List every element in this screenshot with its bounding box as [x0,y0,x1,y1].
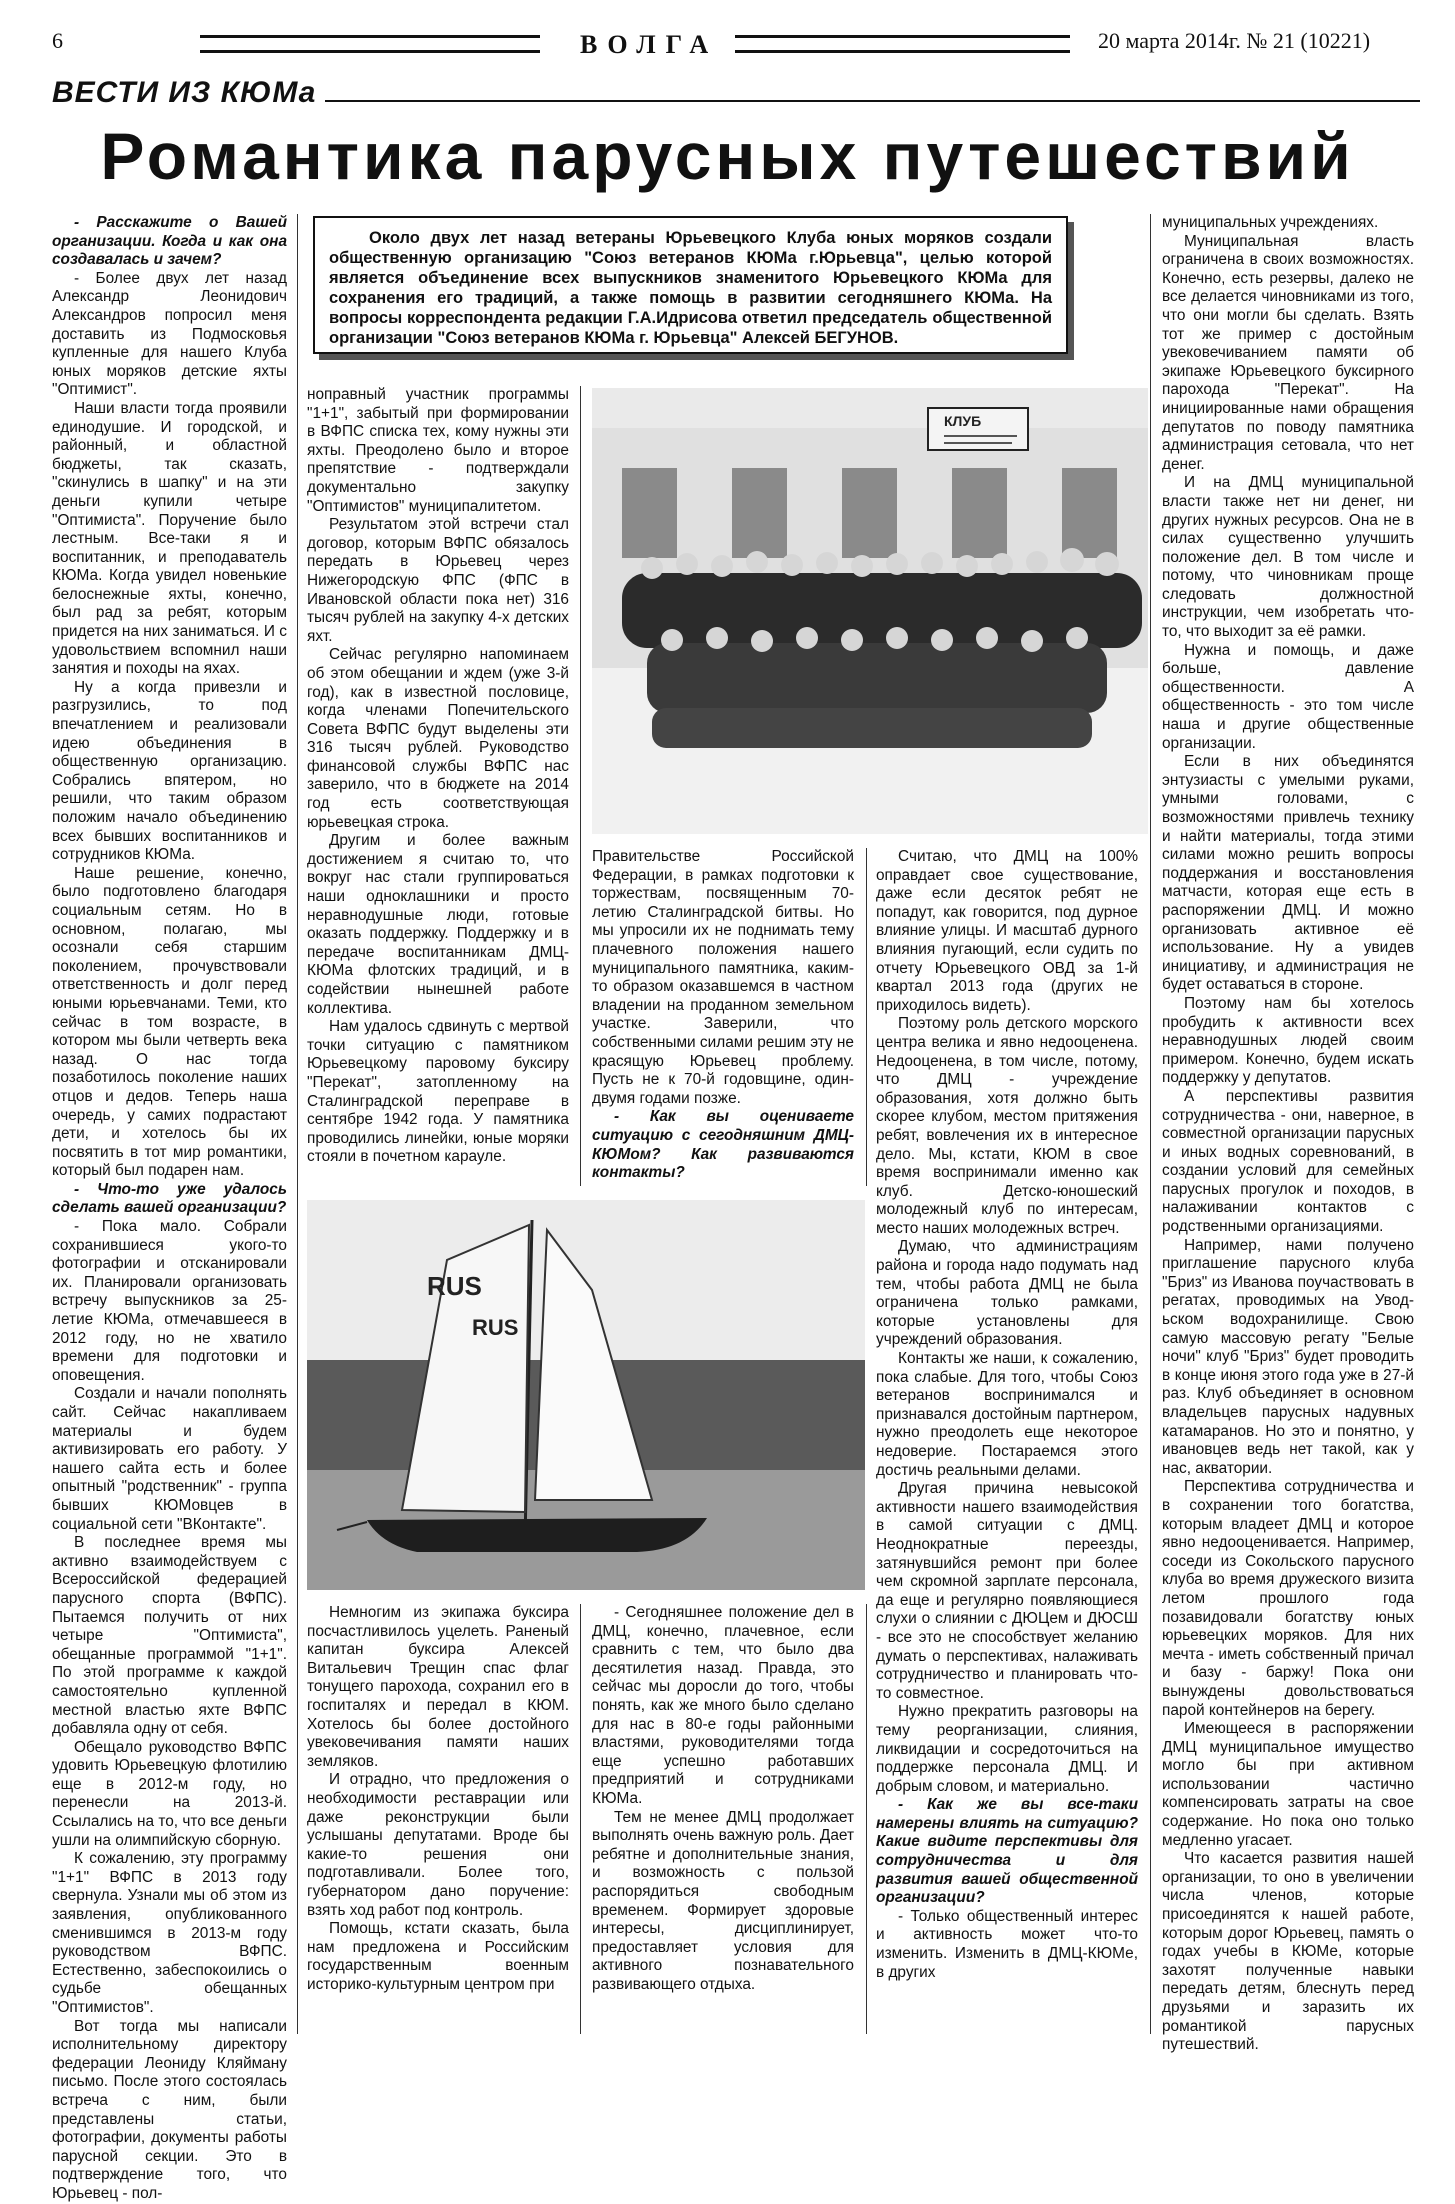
group-photo [592,388,1148,834]
issue-date: 20 марта 2014г. № 21 (10221) [1098,28,1371,53]
text-paragraph: Создали и начали пополнять сайт. Сейчас накапливаем материалы и будем активизировать его работу. У нашего сайта есть и более опытный "родственник" - группа бывших КЮМовцев в социальной сети "ВКонтакте". [52,1385,287,1533]
text-paragraph: Считаю, что ДМЦ на 100% оправдает свое существование, даже если десяток ребят не попадут, как говорится, под дурное влияние улицы. И масштаб дурного влияния пугающий, если судить по отчету Юрьевецкого ОВД за 1-й квартал 2013 года (других не приходилось видеть). [876,848,1138,1014]
text-paragraph: Муниципальная власть ограничена в своих возможностях. Конечно, есть резервы, далеко не все делается чиновниками из того, что они могли бы сделать. Взять тот же пример с достойным увековечиванием памяти об экипаже Юрьевецкого буксирного парохода "Перекат". На инициированные нами обращения депутатов по поводу памятника администрация сетовала, что нет денег. [1162,232,1414,473]
headline: Романтика парусных путешествий [100,119,1355,193]
column-3 [592,848,854,1188]
text-paragraph: Если в них объединятся энтузиасты с умелыми руками, умными головами, с возможностями привлечь технику и найти материалы, тогда этими силами можно решить вопросы поддержания и восстановления матчасти, которая еще есть в распоряжении ДМЦ. И можно организовать активное её использование. Ну а увидев инициативу, и администрация не будет оставаться в стороне. [1162,753,1414,994]
text-paragraph: Обещало руководство ВФПС удовить Юрьевецкую флотилию еще в 2012-м году, но перенесли на 2013-й. Ссылались на то, что все деньги ушли на олимпийскую сборную. [52,1738,287,1849]
text-paragraph: Что касается развития нашей организации, то оно в увеличении числа членов, которые присоединятся к нашей работе, которым дорог Юрьевец, память о годах учебы в КЮМе, которые захотят полученные навыки передать детям, блеснуть перед друзьями и заразить их романтикой парусных путешествий. [1162,1850,1414,2054]
text-paragraph: Например, нами получено приглашение парусного клуба "Бриз" из Иванова поучаствовать в регатах, проводимых на Уводьском водохранилище. Свою самую массовую регату "Белые ночи" клуб "Бриз" будет проводить в конце июня этого года уже в 27-й раз. Клуб объединяет в основном владельцев парусных надувных катамаранов. Но это и понятно, у ивановцев ведь нет такой, как у нас, акватории. [1162,1236,1414,1477]
text-paragraph: Контакты же наши, к сожалению, пока слабые. Для того, чтобы Союз ветеранов воспринимался и признавался достойным партнером, нужно преодолеть еще некоторое недоверие. Постараемся этого достичь реальными делами. [876,1350,1138,1479]
text-paragraph: Помощь, кстати сказать, была нам предложена и Российским государственным военным историко-культурным центром при [307,1920,569,1993]
column-rule [1150,214,1151,2034]
text-paragraph: Результатом этой встречи стал договор, которым ВФПС обязалось передать в Юрьевец через Нижегородскую ФПС (ФПС в Ивановской области пока нет) 316 тысяч рублей на закупку 4-х детских яхт. [307,516,569,645]
text-paragraph: Вот тогда мы написали исполнительному директору федерации Леониду Кляйману письмо. После этого состоялась встреча с ним, были представлены статьи, фотографии, документы работы парусной секции. Это в подтверждение того, что Юрьевец - пол- [52,2017,287,2202]
header-rule-right [735,35,1070,53]
question-paragraph: - Расскажите о Вашей организации. Когда и как она создавалась и зачем? [52,214,287,269]
text-paragraph: Наше решение, конечно, было подготовлено благодаря социальным сетям. Но в основном, полагаю, мы осознали себя старшим поколением, прочувствовали ответственность и долг перед юными юрьевчанами. Теми, кто сейчас в том возрасте, в котором мы были четверть века назад. О нас тогда позаботилось поколение наших отцов и дедов. Теперь наша очередь, у самих подрастают дети, и хотелось бы их посвятить в тот мир романтики, который был подарен нам. [52,864,287,1180]
sailboat-photo [307,1200,865,1590]
column-2-lower [307,1604,569,2034]
text-paragraph: Тем не менее ДМЦ продолжает выполнять очень важную роль. Дает ребятне и дополнительные знания, и возможность с пользой распорядиться свободным временем. Формирует здоровые интересы, дисциплинирует, предоставляет условия для активного познавательного развивающего отдыха. [592,1808,854,1993]
text-paragraph: И на ДМЦ муниципальной власти также нет ни денег, ни других нужных ресурсов. Она не в силах существенно улучшить положение дел. В том числе и потому, что чиновникам проще следовать должностной инструкции, чем изобретать что-то, что выходит за её рамки. [1162,474,1414,641]
svg-text:RUS: RUS [472,1315,519,1340]
text-paragraph: Ну а когда привезли и разгрузились, то под впечатлением и реализовали идею объединения в общественную организацию. Собрались впятером, но решили, что таким образом положим начало объединению всех бывших воспитанников и сотрудников КЮМа. [52,678,287,864]
column-2 [307,386,569,1186]
text-paragraph: А перспективы развития сотрудничества - они, наверное, в совместной организации парусных и иных водных соревнований, в создании условий для семейных парусных прогулок и походов, в налаживании контактов с родственными организациями. [1162,1087,1414,1236]
question-paragraph: - Как же вы все-таки намерены влиять на ситуацию? Какие видите перспективы для сотрудничества и для развития вашей общественной организации? [876,1796,1138,1907]
text-paragraph: Немногим из экипажа буксира посчастливилось уцелеть. Раненый капитан буксира Алексей Витальевич Трещин спас флаг тонущего парохода, сохранил его в госпиталях и передал в КЮМ. Хотелось бы более достойного увековечивания памяти наших земляков. [307,1604,569,1770]
column-1 [52,214,287,2202]
text-paragraph: Другим и более важным достижением я считаю то, что вокруг нас стали группироваться наши одноклашники и просто неравнодушные люди, готовые оказать поддержку. Поддержку и в передаче воспитанникам ДМЦ-КЮМа флотских традиций, и в содействии нынешней работе коллектива. [307,832,569,1017]
rubric: ВЕСТИ ИЗ КЮМа [52,76,317,109]
text-paragraph: - Только общественный интерес и активность может что-то изменить. Изменить в ДМЦ-КЮМе, в других [876,1907,1138,1981]
text-paragraph: Сейчас регулярно напоминаем об этом обещании и ждем (уже 3-й год), как в известной пословице, когда членами Попечительского Совета ВФПС будут выделены эти 316 тысяч рублей. Руководство финансовой службы ВФПС нас заверило, что в бюджете на 2014 год есть соответствующая юрьевецкая строка. [307,646,569,831]
text-paragraph: Перспектива сотрудничества и в сохранении того богатства, которым владеет ДМЦ и которое явно недооценивается. Например, соседи из Сокольского парусного клуба во время дружеского визита летом прошлого года позавидовали богатству юных юрьевецких моряков. Для них мечта - иметь собственный причал и базу - баржу! Пока они вынуждены довольствоваться парой контейнеров на берегу. [1162,1478,1414,1719]
column-rule [580,386,581,1186]
column-rule [297,214,298,2034]
column-rule [580,1604,581,2034]
text-paragraph: Нужно прекратить разговоры на тему реорганизации, слияния, ликвидации и сосредоточиться на поддержке персонала ДМЦ. И добрым словом, и материально. [876,1703,1138,1795]
text-paragraph: И отрадно, что предложения о необходимости реставрации или даже реконструкции были услышаны депутатами. Вроде бы какие-то решения они подготавливали. Более того, губернатором дано поручение: взять ход работ под контроль. [307,1771,569,1919]
rubric-rule [325,100,1420,102]
club-sign-text: КЛУБ [944,413,982,429]
lead-box: Около двух лет назад ветераны Юрьевецкого Клуба юных моряков создали общественную организацию "Союз ветеранов КЮМа г.Юрьевца", целью которой является объединение всех выпускников знаменитого Юрьевецкого КЮМа для сохранения его традиций, а также помощь в развитии сегодняшнего КЮМа. На вопросы корреспондента редакции Г.А.Идрисова ответил председатель общественной организации "Союз ветеранов КЮМа г. Юрьевца" Алексей БЕГУНОВ. [313,216,1068,354]
question-paragraph: - Как вы оцениваете ситуацию с сегодняшним ДМЦ-КЮМом? Как развиваются контакты? [592,1108,854,1182]
page-number: 6 [52,28,63,53]
text-paragraph: - Пока мало. Собрали сохранившиеся укого-то фотографии и отсканировали их. Планировали организовать встречу выпускников за 25-летие КЮМа, отмечавшееся в 2012 году, но не хватило времени для подготовки и оповещения. [52,1218,287,1384]
text-paragraph: Другая причина невысокой активности нашего взаимодействия в самой ситуации с ДМЦ. Неоднократные переезды, затянувшийся ремонт при более чем скромной зарплате персонала, да еще и регулярно появляющиеся слухи о слиянии с ДЮЦем и ДЮСШ - все это не способствует желанию думать о перспективах, налаживать сотрудничество и планировать что-то совместное. [876,1480,1138,1702]
header-rule-left [200,35,540,53]
svg-text:RUS: RUS [427,1271,482,1301]
text-paragraph: Правительстве Российской Федерации, в рамках подготовки к торжествам, посвященным 70-летию Сталинградской битвы. Но мы упросили их не поднимать тему плачевного положения нашего муниципального памятника, каким-то образом оказавшемся в частном владении на проданном земельном участке. Заверили, что собственными силами решим эту не красящую Юрьевец проблему. Пусть не к 70-й годовщине, один-двумя годами позже. [592,848,854,1107]
text-paragraph: Нам удалось сдвинуть с мертвой точки ситуацию с памятником Юрьевецкому паровому буксиру "Перекат", затопленному на Сталинградской переправе в сентябре 1942 года. У памятника проводились линейки, юные моряки стояли в почетном карауле. [307,1018,569,1166]
text-paragraph: Нужна и помощь, и даже больше, давление общественности. А общественность - это том числе наша и другие общественные организации. [1162,641,1414,752]
text-paragraph: муниципальных учреждениях. [1162,214,1379,231]
column-4 [876,848,1138,2034]
column-rule [866,848,867,1186]
column-3-lower [592,1604,854,2034]
newspaper-name: ВОЛГА [580,30,719,59]
text-paragraph: В последнее время мы активно взаимодействуем с Всероссийской федерацией парусного спорта (ВФПС). Пытаемся получить от них четыре "Оптимиста", обещанные программой "1+1". По этой программе к каждой самостоятельно купленной местной властью яхте ВФПС добавляла одну от себя. [52,1534,287,1738]
column-5 [1162,214,1414,2054]
text-paragraph: Наши власти тогда проявили единодушие. И городской, и районный, и областной бюджеты, так сказать, "скинулись в шапку" и на эти деньги купили четыре "Оптимиста". Поручение было лестным. Все-таки я и воспитанник, и преподаватель КЮМа. Когда увидел новенькие белоснежные яхты, конечно, был рад за ребят, которым придется на них заниматься. И с удовольствием вспомнил наши занятия и походы на яхах. [52,399,287,678]
text-paragraph: К сожалению, эту программу "1+1" ВФПС в 2013 году свернула. Узнали мы об этом из заявления, опубликованного сменившимся в 2013-м году руководством ВФПС. Естественно, забеспокоились о судьбе обещанных "Оптимистов". [52,1850,287,2016]
text-paragraph: - Сегодняшнее положение дел в ДМЦ, конечно, плачевное, если сравнить с тем, что было два десятилетия назад. Правда, это сейчас мы доросли до того, чтобы понять, как же много было сделано для нас в 80-е годы районными властями, руководителями тогда еще успешно работавших предприятий и сотрудниками КЮМа. [592,1604,854,1807]
column-rule [866,1604,867,2034]
text-paragraph: Поэтому нам бы хотелось пробудить к активности всех неравнодушных людей своим примером. Конечно, будем искать поддержку у депутатов. [1162,994,1414,1087]
text-paragraph: - Более двух лет назад Александр Леонидович Александров попросил меня доставить из Подмосковья купленные для нашего Клуба юных моряков детские яхты "Оптимист". [52,269,287,399]
text-paragraph: Думаю, что администрациям района и города надо подумать над тем, чтобы работа ДМЦ не была ограничена только рамками, которые установлены для учреждений образования. [876,1238,1138,1349]
question-paragraph: - Что-то уже удалось сделать вашей организации? [52,1180,287,1217]
text-paragraph: Имеющееся в распоряжении ДМЦ муниципальное имущество могло бы при активном использовании частично компенсировать затраты на свое содержание. Но пока оно только медленно угасает. [1162,1720,1414,1849]
text-paragraph: Поэтому роль детского морского центра велика и явно недооценена. Недооценена, в том числе, потому, что ДМЦ - учреждение образования, хотя должно быть скорее клубом, местом притяжения ребят, вовлечения их в интересное дело. Мы, кстати, КЮМ в свое время воспринимали именно как клуб. Детско-юношеский молодежный клуб по интересам, место наших молодежных встреч. [876,1015,1138,1237]
text-paragraph: ноправный участник программы "1+1", забытый при формировании в ВФПС списка тех, кому нужны эти яхты. Преодолено было и второе препятствие - подтверждали документально закупку "Оптимистов" муниципалитетом. [307,386,569,515]
